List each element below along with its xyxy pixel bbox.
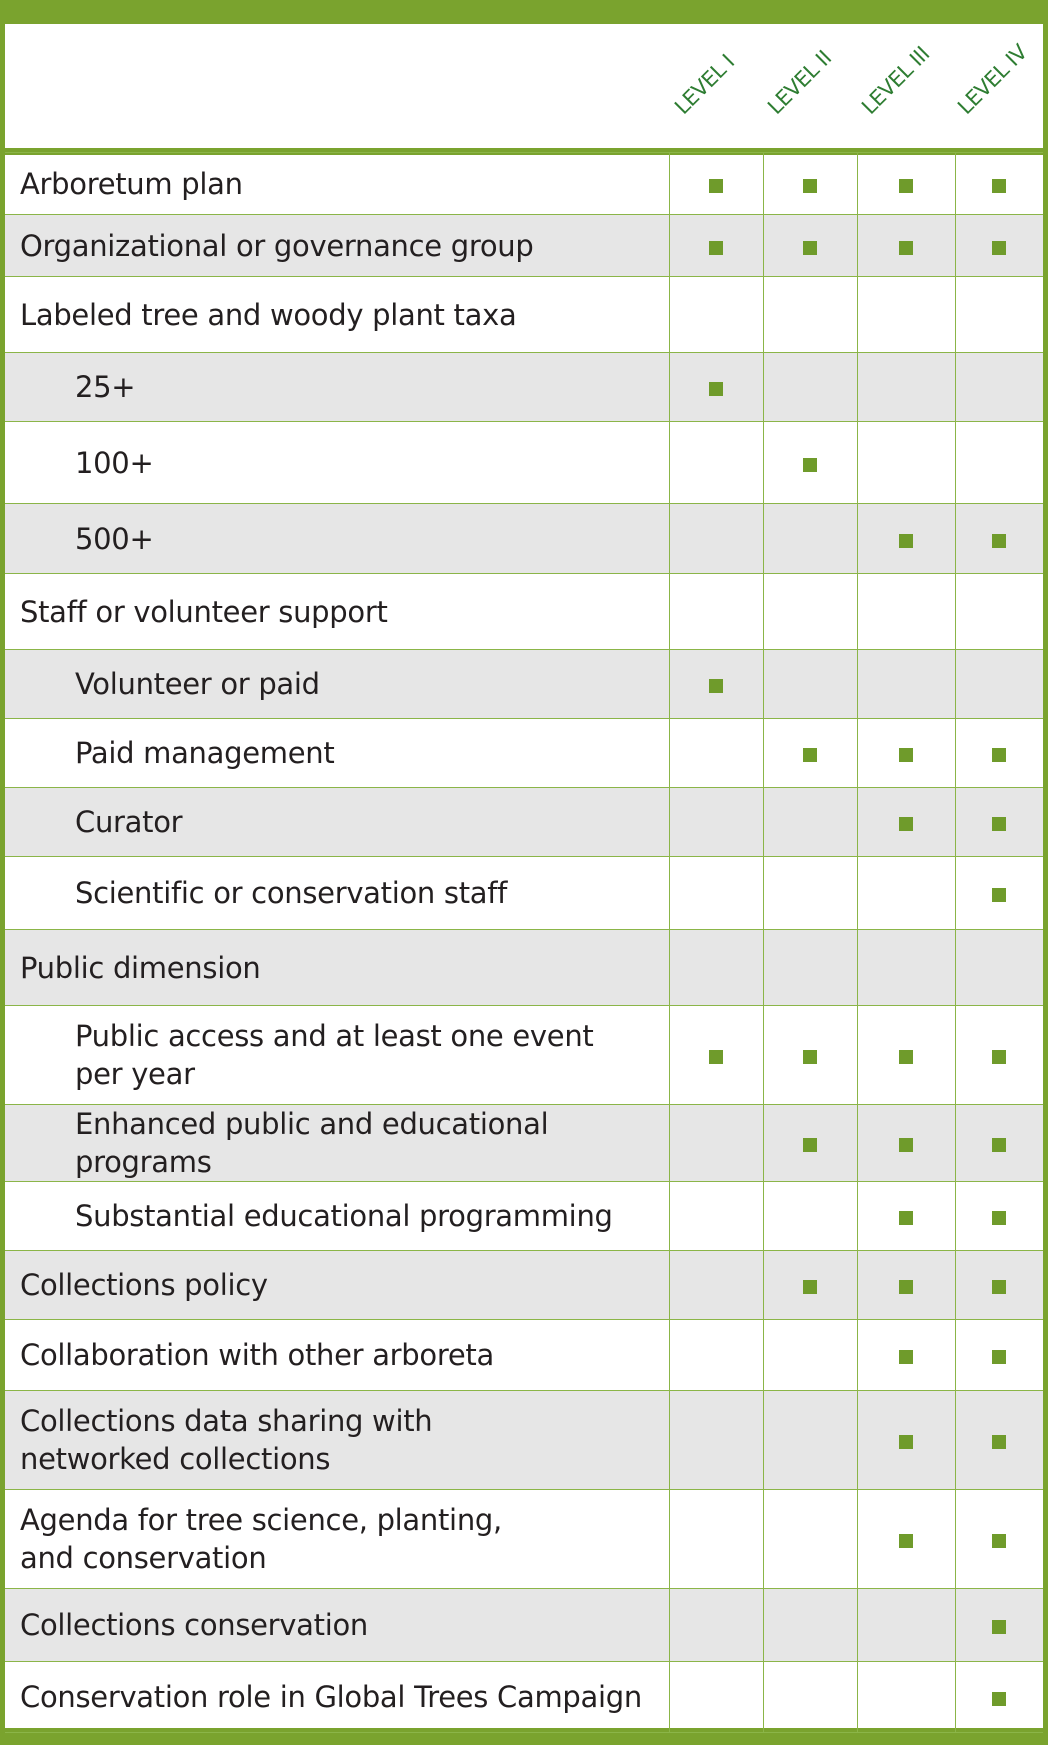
check-square-icon bbox=[899, 1211, 913, 1225]
level-1-cell bbox=[669, 1105, 763, 1182]
requirement-label-cell bbox=[5, 422, 669, 504]
level-3-cell bbox=[857, 1490, 955, 1589]
level-4-cell bbox=[955, 650, 1043, 719]
table-row bbox=[5, 719, 1043, 788]
level-2-cell bbox=[763, 930, 857, 1006]
check-square-icon bbox=[709, 382, 723, 396]
table-row bbox=[5, 1251, 1043, 1320]
sub-requirement-label: 500+ bbox=[75, 521, 154, 556]
check-square-icon bbox=[803, 458, 817, 472]
requirement-label: Conservation role in Global Trees Campaign bbox=[20, 1680, 642, 1714]
table-row bbox=[5, 353, 1043, 422]
level-4-cell bbox=[955, 788, 1043, 857]
level-2-cell bbox=[763, 650, 857, 719]
sub-requirement-label: Substantial educational programming bbox=[75, 1199, 613, 1233]
level-3-cell bbox=[857, 1251, 955, 1320]
requirements-matrix bbox=[5, 152, 1043, 1733]
sub-requirement-label: Scientific or conservation staff bbox=[75, 876, 508, 910]
level-4-cell bbox=[955, 1589, 1043, 1662]
requirement-label-cell bbox=[5, 857, 669, 930]
table-row bbox=[5, 930, 1043, 1006]
level-4-cell bbox=[955, 277, 1043, 353]
level-2-cell bbox=[763, 1662, 857, 1733]
level-1-cell bbox=[669, 857, 763, 930]
level-2-cell bbox=[763, 719, 857, 788]
level-2-cell bbox=[763, 857, 857, 930]
check-square-icon bbox=[803, 179, 817, 193]
check-square-icon bbox=[899, 1138, 913, 1152]
level-2-cell bbox=[763, 1589, 857, 1662]
table-row bbox=[5, 1006, 1043, 1105]
level-2-cell bbox=[763, 153, 857, 215]
check-square-icon bbox=[992, 748, 1006, 762]
requirement-label: Organizational or governance group bbox=[20, 228, 534, 263]
level-2-cell bbox=[763, 1105, 857, 1182]
level-3-cell bbox=[857, 1320, 955, 1391]
table-row bbox=[5, 857, 1043, 930]
requirement-label-cell bbox=[5, 1320, 669, 1391]
check-square-icon bbox=[992, 1692, 1006, 1706]
level-3-cell bbox=[857, 1391, 955, 1490]
level-3-cell bbox=[857, 719, 955, 788]
requirement-label-cell bbox=[5, 650, 669, 719]
level-1-cell bbox=[669, 1251, 763, 1320]
requirement-label: Public dimension bbox=[20, 950, 261, 985]
table-row bbox=[5, 504, 1043, 574]
level-1-cell bbox=[669, 353, 763, 422]
level-1-cell bbox=[669, 719, 763, 788]
level-3-cell bbox=[857, 930, 955, 1006]
level-2-cell bbox=[763, 1182, 857, 1251]
check-square-icon bbox=[899, 179, 913, 193]
requirement-label: Staff or volunteer support bbox=[20, 594, 388, 629]
level-1-cell bbox=[669, 1490, 763, 1589]
level-4-cell bbox=[955, 1662, 1043, 1733]
check-square-icon bbox=[992, 888, 1006, 902]
requirement-label-cell bbox=[5, 1391, 669, 1490]
level-1-cell bbox=[669, 574, 763, 650]
level-2-cell bbox=[763, 1320, 857, 1391]
level-2-cell bbox=[763, 1251, 857, 1320]
sub-requirement-label: Volunteer or paid bbox=[75, 667, 320, 701]
level-3-cell bbox=[857, 277, 955, 353]
check-square-icon bbox=[709, 179, 723, 193]
requirement-label-cell bbox=[5, 574, 669, 650]
level-1-cell bbox=[669, 930, 763, 1006]
requirement-label: Agenda for tree science, planting, and conservation bbox=[20, 1503, 502, 1575]
table-row bbox=[5, 215, 1043, 277]
level-4-cell bbox=[955, 1320, 1043, 1391]
sub-requirement-label: Enhanced public and educational programs bbox=[75, 1107, 549, 1179]
level-3-cell bbox=[857, 1006, 955, 1105]
check-square-icon bbox=[803, 1138, 817, 1152]
requirement-label-cell bbox=[5, 277, 669, 353]
sub-requirement-label: 25+ bbox=[75, 370, 136, 404]
level-2-cell bbox=[763, 422, 857, 504]
requirement-label-cell bbox=[5, 153, 669, 215]
level-4-cell bbox=[955, 1490, 1043, 1589]
level-1-cell bbox=[669, 215, 763, 277]
level-4-cell bbox=[955, 504, 1043, 574]
sub-requirement-label: Paid management bbox=[75, 736, 335, 770]
requirement-label-cell bbox=[5, 1490, 669, 1589]
check-square-icon bbox=[899, 1350, 913, 1364]
table-row bbox=[5, 1105, 1043, 1182]
table-row bbox=[5, 1182, 1043, 1251]
check-square-icon bbox=[992, 817, 1006, 831]
requirement-label-cell bbox=[5, 504, 669, 574]
level-4-cell bbox=[955, 719, 1043, 788]
requirement-label: Collections policy bbox=[20, 1268, 268, 1302]
check-square-icon bbox=[992, 241, 1006, 255]
level-1-cell bbox=[669, 1391, 763, 1490]
table-row bbox=[5, 574, 1043, 650]
level-1-header: LEVEL I bbox=[670, 49, 740, 119]
check-square-icon bbox=[992, 1211, 1006, 1225]
level-4-cell bbox=[955, 153, 1043, 215]
table-row bbox=[5, 153, 1043, 215]
level-1-cell bbox=[669, 1006, 763, 1105]
check-square-icon bbox=[992, 179, 1006, 193]
requirement-label: Labeled tree and woody plant taxa bbox=[20, 297, 517, 332]
level-3-cell bbox=[857, 650, 955, 719]
level-2-cell bbox=[763, 1490, 857, 1589]
level-4-cell bbox=[955, 1251, 1043, 1320]
level-4-cell bbox=[955, 353, 1043, 422]
check-square-icon bbox=[992, 1138, 1006, 1152]
table-row bbox=[5, 422, 1043, 504]
table-row bbox=[5, 1490, 1043, 1589]
level-4-cell bbox=[955, 215, 1043, 277]
level-3-cell bbox=[857, 574, 955, 650]
level-3-cell bbox=[857, 215, 955, 277]
table-row bbox=[5, 1662, 1043, 1733]
requirement-label-cell bbox=[5, 788, 669, 857]
requirement-label: Collections conservation bbox=[20, 1608, 368, 1642]
level-3-cell bbox=[857, 788, 955, 857]
level-4-cell bbox=[955, 574, 1043, 650]
level-2-cell bbox=[763, 504, 857, 574]
level-4-cell bbox=[955, 930, 1043, 1006]
level-4-cell bbox=[955, 422, 1043, 504]
table-row bbox=[5, 1391, 1043, 1490]
level-1-cell bbox=[669, 422, 763, 504]
table-row bbox=[5, 1320, 1043, 1391]
level-2-cell bbox=[763, 277, 857, 353]
level-4-cell bbox=[955, 1391, 1043, 1490]
check-square-icon bbox=[899, 1050, 913, 1064]
requirement-label: Collaboration with other arboreta bbox=[20, 1338, 494, 1372]
requirement-label-cell bbox=[5, 215, 669, 277]
level-3-cell bbox=[857, 422, 955, 504]
level-1-cell bbox=[669, 788, 763, 857]
check-square-icon bbox=[803, 241, 817, 255]
level-3-cell bbox=[857, 153, 955, 215]
level-3-cell bbox=[857, 1589, 955, 1662]
level-4-cell bbox=[955, 1006, 1043, 1105]
level-4-header: LEVEL IV bbox=[953, 40, 1032, 119]
check-square-icon bbox=[803, 748, 817, 762]
level-3-cell bbox=[857, 1182, 955, 1251]
level-4-cell bbox=[955, 1105, 1043, 1182]
check-square-icon bbox=[992, 1534, 1006, 1548]
check-square-icon bbox=[899, 1435, 913, 1449]
requirement-label-cell bbox=[5, 1182, 669, 1251]
level-1-cell bbox=[669, 650, 763, 719]
level-2-header: LEVEL II bbox=[763, 45, 837, 120]
level-3-cell bbox=[857, 857, 955, 930]
requirement-label-cell bbox=[5, 1006, 669, 1105]
requirement-label: Collections data sharing with networked collections bbox=[20, 1404, 433, 1476]
level-2-cell bbox=[763, 1006, 857, 1105]
top-border-bar bbox=[0, 0, 1048, 24]
level-4-cell bbox=[955, 857, 1043, 930]
requirement-label-cell bbox=[5, 1251, 669, 1320]
table-row bbox=[5, 788, 1043, 857]
level-2-cell bbox=[763, 788, 857, 857]
level-1-cell bbox=[669, 1320, 763, 1391]
check-square-icon bbox=[709, 1050, 723, 1064]
requirement-label-cell bbox=[5, 1105, 669, 1182]
check-square-icon bbox=[899, 241, 913, 255]
level-2-cell bbox=[763, 215, 857, 277]
requirement-label-cell bbox=[5, 719, 669, 788]
check-square-icon bbox=[899, 534, 913, 548]
level-1-cell bbox=[669, 153, 763, 215]
level-3-cell bbox=[857, 504, 955, 574]
level-2-cell bbox=[763, 353, 857, 422]
level-3-cell bbox=[857, 353, 955, 422]
level-1-cell bbox=[669, 1662, 763, 1733]
level-1-cell bbox=[669, 504, 763, 574]
level-1-cell bbox=[669, 277, 763, 353]
check-square-icon bbox=[992, 534, 1006, 548]
check-square-icon bbox=[992, 1050, 1006, 1064]
requirement-label-cell bbox=[5, 930, 669, 1006]
check-square-icon bbox=[709, 679, 723, 693]
check-square-icon bbox=[709, 241, 723, 255]
level-2-cell bbox=[763, 1391, 857, 1490]
table-row bbox=[5, 1589, 1043, 1662]
check-square-icon bbox=[899, 748, 913, 762]
check-square-icon bbox=[992, 1280, 1006, 1294]
level-1-cell bbox=[669, 1182, 763, 1251]
check-square-icon bbox=[803, 1050, 817, 1064]
requirement-label: Arboretum plan bbox=[20, 166, 243, 201]
check-square-icon bbox=[803, 1280, 817, 1294]
requirement-label-cell bbox=[5, 1662, 669, 1733]
sub-requirement-label: Curator bbox=[75, 805, 183, 839]
check-square-icon bbox=[992, 1350, 1006, 1364]
level-3-header: LEVEL III bbox=[857, 41, 935, 120]
level-4-cell bbox=[955, 1182, 1043, 1251]
check-square-icon bbox=[899, 1280, 913, 1294]
requirement-label-cell bbox=[5, 353, 669, 422]
check-square-icon bbox=[992, 1620, 1006, 1634]
requirement-label-cell bbox=[5, 1589, 669, 1662]
sub-requirement-label: 100+ bbox=[75, 445, 154, 480]
check-square-icon bbox=[992, 1435, 1006, 1449]
table-row bbox=[5, 650, 1043, 719]
check-square-icon bbox=[899, 817, 913, 831]
level-2-cell bbox=[763, 574, 857, 650]
check-square-icon bbox=[899, 1534, 913, 1548]
sub-requirement-label: Public access and at least one event per year bbox=[75, 1019, 594, 1091]
level-3-cell bbox=[857, 1105, 955, 1182]
table-row bbox=[5, 277, 1043, 353]
level-1-cell bbox=[669, 1589, 763, 1662]
level-3-cell bbox=[857, 1662, 955, 1733]
